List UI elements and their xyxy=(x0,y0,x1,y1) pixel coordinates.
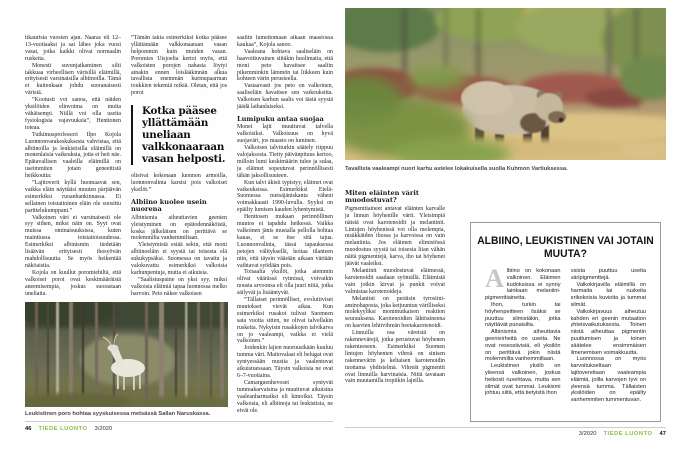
magazine-brand-left: TIEDE LUONTO xyxy=(38,426,88,432)
body-paragraph: Joidenkin lajien nuoruusikään kuuluu tumma väri. Maitovalaat eli belugat ovat syntyessään mustia ja vaalentuvat aikuistuessaan. Täysin valkoisia ne ovat 6–7-vuotiaina. xyxy=(237,345,333,379)
sidebar-paragraph: Luonnossa on myös karvoitukseltaan lajitovereitaan vaaleampia eläimiä, joilla karvojen tyvi on yleensä tumma. Tällaisten yksilöiden on epäilty vanhemmiten tummentuvan. xyxy=(570,356,646,404)
footer-right xyxy=(345,431,666,437)
body-paragraph: ”Kootusti voi sanoa, että näiden yksilöiden elinvoima on muita vähäisempi. Niillä voi olla useita fysiologisia vajavuuksia”, Henttonen toteaa. xyxy=(25,97,121,131)
footer-rule-left xyxy=(25,421,333,422)
sidebar-columns xyxy=(471,260,660,409)
page-number-left: 46 xyxy=(25,426,32,432)
body-paragraph: ”Saalistuspaine on yksi syy, miksi valkoisia eläimiä tapaa luonnossa melko harvoin. Peto näkee valkoisen xyxy=(131,276,227,297)
body-paragraph: Kojola on kuullut poromiehiltä, että valkoiset porot ovat keskimääräistä aneemisempia, joskus suorastaan uneliaita. xyxy=(25,269,121,297)
article-column-4 xyxy=(345,190,445,420)
body-paragraph: Monesti suvunjatkaminen silti takkuaa virheellisen värisillä eläimillä, erityisesti varsinaisilla albiinoilla. Tämä ei kuitenkaan johdu suoranaisesti väristä. xyxy=(25,62,121,97)
section-heading-lumipuku: Lumipuku antaa suojaa xyxy=(237,114,324,123)
body-paragraph: Henttosen mukaan perinnöllinen muutos ei tapahdu hetkessä. Vaikka valkoinen jänis mustalla pellolla hohtaa kauas, ei se itse sitä tajua. Luonnonvalinta, tässä tapauksessa petojen välityksellä, hoitaa tilanteen niin, että täysin väärään aikaan väriään vaihtavat syödään pois. xyxy=(237,214,333,269)
body-paragraph: Melaniinit muodostuvat eläimessä, karotenoidit saadaan syömällä. Eläimistä vain jotkin kirvat ja punkit voivat valmistaa karotenoideja. xyxy=(345,267,445,295)
body-paragraph: Albinismia aiheuttavien geenien yleistyminen on epätodennäköistä, koska jälkeläisen on perittävä se molemmilta vanhemmiltaan. xyxy=(131,214,227,242)
body-paragraph: Vastaavasti jos peto on valkoinen, saaliseläin havaitsee sen vaikeuksitta. Valkoisen karhun saalis voi tästä syystä jäädä laihanlaiseksi. xyxy=(237,83,333,111)
body-paragraph: saaliin lumettomaan aikaan maastossa kaukaa”, Kojola sanoo. xyxy=(237,35,333,48)
reindeer-photo-art xyxy=(25,302,228,407)
sidebar-paragraph: Valkokirjavilla eläimillä on harmaita tai ruskeita erikokoisia kuvioita ja tummat silmät. xyxy=(570,281,646,308)
article-column-1 xyxy=(25,35,121,299)
sidebar-column-b xyxy=(571,268,647,409)
footer-left xyxy=(25,426,112,432)
article-column-2 xyxy=(131,35,227,299)
sidebar-paragraph: osista puuttuu useita väripigmenttejä. xyxy=(570,268,646,281)
sidebar-paragraph: Valkokirjavuus aiheutuu kahden eri geenin mutaation yhteisvaikutuksesta. Toinen niistä aiheuttaa pigmentin puuttumisen ja toinen säätelee ensimmäisen ilmenemisen voimakkuutta. xyxy=(570,308,646,356)
section-heading-albiino-kuolee: Albiino kuolee usein nuorena xyxy=(131,197,207,214)
issue-number-left: 3/2020 xyxy=(94,426,113,432)
bear-photo-caption: Tavallista vaaleampi nuori karhu astelee lokakuisella suolla Kuhmon Vartiuksessa. xyxy=(345,166,568,172)
body-paragraph: Monet lajit muuttuvat talvella valkoisiksi. Valkoisuus on hyvä suojaväri, jos maasto on luminen. xyxy=(237,124,333,145)
article-column-3 xyxy=(237,35,333,418)
issue-number-right: 3/2020 xyxy=(578,431,597,437)
sidebar-paragraph: Leukistinen yksilö on yleensä valkoinen, joskus heikosti rusehtava, mutta sen silmät ovat tummat. Leukismi johtuu siitä, että tietyistä ihon xyxy=(485,363,561,397)
bear-photo-art xyxy=(345,8,666,160)
sidebar-paragraph xyxy=(485,268,561,302)
pull-quote: Kotka pääsee yllättämään uneliaan valkkonaaraan vasan helposti. xyxy=(131,105,227,165)
reindeer-photo xyxy=(25,302,228,407)
magazine-brand-right: TIEDE LUONTO xyxy=(603,431,653,437)
sidebar-paragraph: Ihon, turkin tai höyhenpeitteen lisäksi se puuttuu silmistäkin, jotka näyttävät punaisilta. xyxy=(485,301,561,329)
sidebar-paragraph-text: lbiino on kokonaan valkoinen. Eläimen kudoksissa ei synny lainkaan melaniini-pigmenttiainetta. xyxy=(485,268,561,302)
body-paragraph: olisivat kokonaan luonnon armoilla, luonnonvalinta karsisi pois valkoiset yksilöt.” xyxy=(131,173,227,193)
body-paragraph: Valkoinen väri ei varsinaisesti ole syy siihen, miksi näin on. Syyt ovat muissa ominaisuuksissa, kuten mainitussa toistaitoisuudessa. Esimerkiksi albinismin tiedetään lisäävän erityisesti ihosyövän mahdollisuutta. Se myös heikentää näköaistia. xyxy=(25,214,121,269)
body-paragraph: Kun talvi äkisti typistyy, eläimet ovat vaikeuksissa. Esimerkiksi Etelä-Suomessa metsäjäniskanta väheni voimakkaasti 1990-luvulla. Syyksi on epäilty lumisen kauden lyhentymistä. xyxy=(237,179,333,214)
body-paragraph: Yleistymistä estää sekin, että moni albiinoeläin ei syystä tai toisesta elä sukukypsäksi. Suomessa on tavattu ja valokuvattu esimerkiksi valkoisia karhunpentuja, mutta ei aikuisia. xyxy=(131,242,227,276)
sidebar-box xyxy=(470,222,661,422)
body-paragraph: Melaniini on peräisin tyrosiini-aminohaposta, joka ketjuuntuu värilliseksi molekyyliksi monimutkaisen reaktion seurauksena. Karotenoidien lähtöaineena on kasvien lehtivihreän beetakarotenoidi. xyxy=(345,295,445,330)
body-paragraph: Linnuilla osa väreistä on rakennevärejä, jotka perustuvat höyhenen rakenteeseen. Esimerkiksi Suomen lintujen höyhenten vihreä on sinisen rakennevärin ja keltaisen karotenoidin tuottama yhdistelmä. Vihreät pigmentit ovat linnuilla harvinaisia. Niitä tavataan vain muutamilla tropiikin lajeilla. xyxy=(345,330,445,385)
body-paragraph: tikaurista vuosien ajan. Naaras eli 12–13-vuotiaaksi ja sai lähes joka vuosi vasat, jotka kaikki olivat normaalin ruskeita. xyxy=(25,35,121,62)
body-paragraph: ”Lajitoverit kyllä huomaavat sen, vaikka eläin näyttäisi muuten pärjäävän esimerkiksi ruoanhankinnassa. Ei sellainen toistaitoinen eläin ole suosittu parittelukumppani.” xyxy=(25,180,121,214)
sidebar-title: ALBIINO, LEUKISTINEN VAI JOTAIN MUUTA? xyxy=(477,235,654,260)
body-paragraph: ”Tämän takia esimerkiksi kotka pääsee yllättämään valkkonaaraan vasan helpommin kuin muiden vasan. Poromies Utsjoelta kertoi myös, että valkoisten porojen nahasta löytyi ainakin ennen loislääkinnän alkua tavallista enemmän kurmupaarman toukkien tekemiä reikiä. Oletan, että jos porot xyxy=(131,35,227,97)
body-paragraph: Toisaalta yksilöt, jotka aiemmin olivat väärässä rytmissä, voivatkin nousta arvoonsa eli olla juuri niitä, jotka säilyvät ja lisääntyvät. xyxy=(237,269,333,297)
body-paragraph: Vaaleana hohtava saaliseläin on haavoittuvainen siitäkin huolimatta, että moni peto havaitsee saaliin pikemminkin lämmön tai liikkeen kuin kohteen värin perusteella. xyxy=(237,48,333,83)
body-paragraph: Camarguenhevoset syntyvät tummakarvaisina ja muuttuvat aikuisina vaaleanharmaiksi eli kimoiksi. Täysin valkoisia, eli albiinoja tai leukistisia, ne eivät ole. xyxy=(237,379,333,414)
drop-cap: A xyxy=(485,268,504,293)
page-number-right: 47 xyxy=(659,431,666,437)
footer-rule-right xyxy=(345,427,666,428)
reindeer-photo-caption: Leukistinen poro hohtaa syyskuisessa metsässä Sallan Naruskassa. xyxy=(25,411,211,417)
sidebar-column-a xyxy=(485,268,561,409)
bear-photo xyxy=(345,8,666,160)
sidebar-paragraph: Albinismia aiheuttavia geenivirheitä on useita. Ne ovat resessiivisiä, eli yksilön on perittävä jokin niistä molemmilta vanhemmiltaan. xyxy=(485,329,561,363)
body-paragraph: Pigmenttiaineet antavat eläinten karvalle ja linnun höyhenille värit. Yleisimpiä näistä ovat karotenoidit ja melaniinit. Lintujen höyhenissä voi olla molempia, nisäkkäiden ihossa ja karvoissa on vain melaniinia. Jos eläimen elimistössä muodostuu syystä tai toisesta liian vähän näitä pigmenttejä, karva, iho tai höyhenet jäävät vaaleiksi. xyxy=(345,205,445,268)
body-paragraph: Valkoisen talviturkin säätely riippuu valojaksosta. Tietty päivänpituus kertoo, milloin lumi keskimäärin tulee ja sulaa, ja eläimet sopeutuvat perinnöllisesti tähän jaksollisuuteen. xyxy=(237,145,333,179)
body-paragraph: ”Tällaiset perinnölliset, evolutiiviset muutokset vievät aikaa. Kun esimerkiksi rusakot tulivat Suomeen sata vuotta sitten, ne olivat talvellakin ruskeita. Nykyisin rusakkojen talvikarva on jo vaaleampi, vaikka ei vielä valkoinen.” xyxy=(237,297,333,345)
section-heading-varit: Miten eläinten värit muodostuvat? xyxy=(345,190,419,205)
body-paragraph: Tutkimusprofessori Ilpo Kojola Luonnonvarakeskuksesta vahvistaa, että albiinoilla ja leukistisilla eläimillä on monenlaisia vaikeuksia, joita ei heti näe. Epätavallisen vaaleilla eläimillä on useimmiten jotain geneettistä heikkoutta: xyxy=(25,131,121,180)
